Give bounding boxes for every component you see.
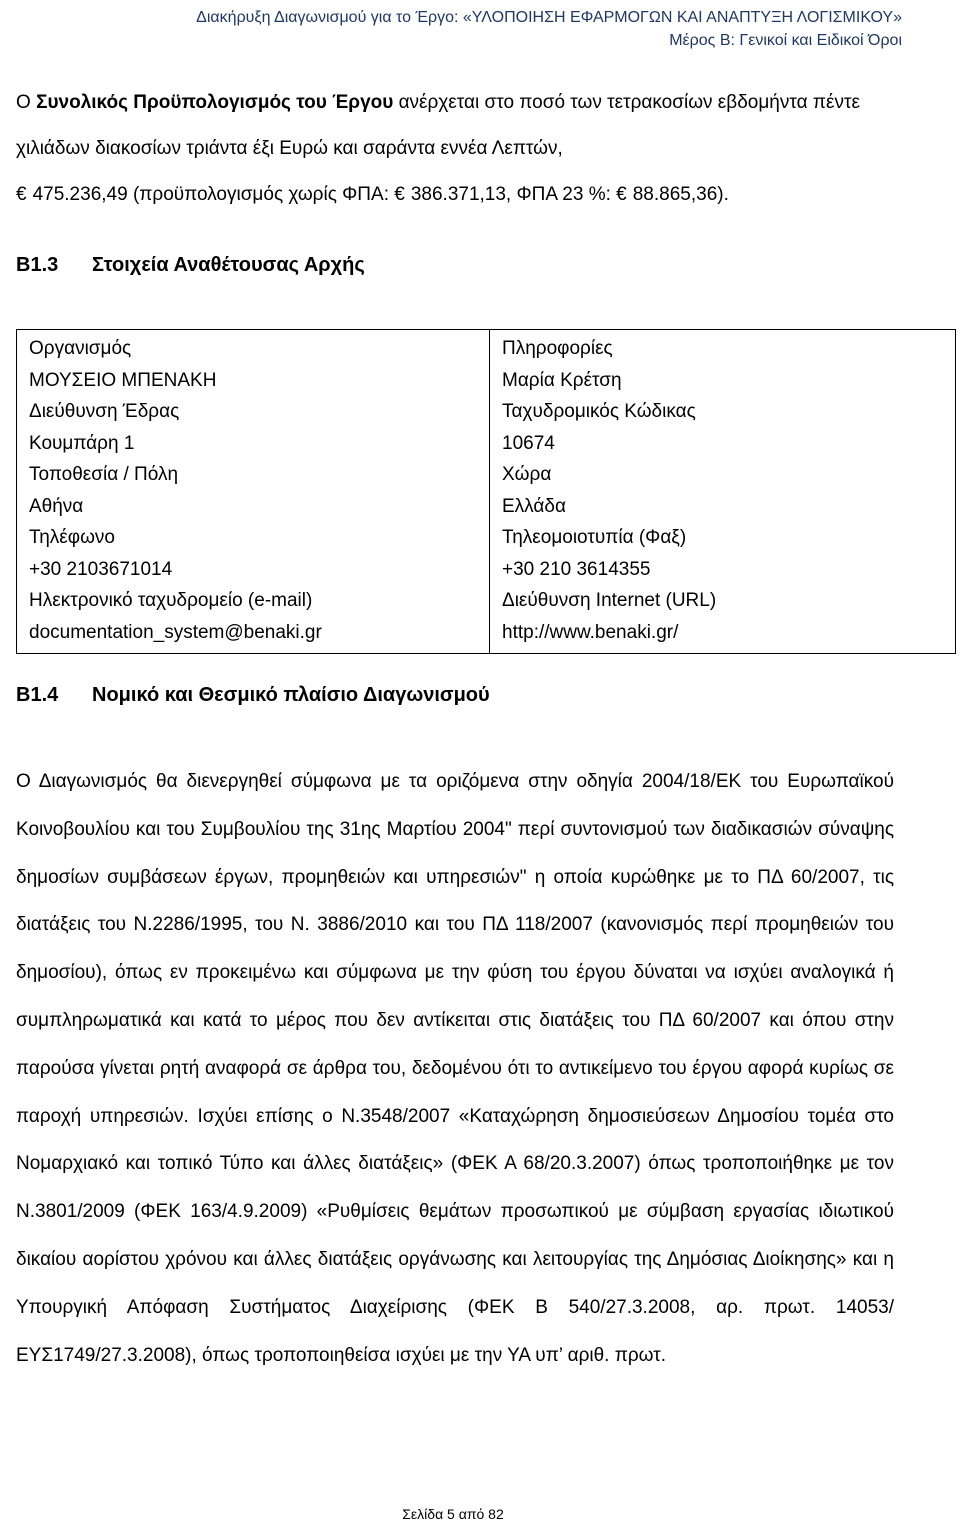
contact-right-column bbox=[490, 330, 956, 654]
value-fax: +30 210 3614355 bbox=[502, 558, 651, 580]
budget-total: 475.236,49 bbox=[32, 184, 128, 205]
budget-without-vat-label: (προϋπολογισμός χωρίς ΦΠΑ: bbox=[132, 184, 389, 205]
value-email: documentation_system@benaki.gr bbox=[29, 621, 322, 643]
header-subtitle: Μέρος Β: Γενικοί και Ειδικοί Όροι bbox=[669, 32, 902, 49]
label-address: Διεύθυνση Έδρας bbox=[29, 401, 180, 422]
budget-text: ανέρχεται στο ποσό των τετρακοσίων εβδομήντα πέντε χιλιάδων διακοσίων τριάντα έξι Ευρώ και σαράντα εννέα Λεπτών, bbox=[16, 92, 860, 159]
value-postal-code: 10674 bbox=[502, 432, 555, 454]
budget-prefix: Ο bbox=[16, 92, 37, 113]
label-country: Χώρα bbox=[502, 464, 552, 485]
section-number: Β1.3 bbox=[16, 254, 59, 276]
value-organization: ΜΟΥΣΕΙΟ ΜΠΕΝΑΚΗ bbox=[29, 369, 217, 391]
budget-bold-label: Συνολικός Προϋπολογισμός του Έργου bbox=[36, 92, 394, 113]
section-title: Στοιχεία Αναθέτουσας Αρχής bbox=[92, 254, 365, 276]
label-email: Ηλεκτρονικό ταχυδρομείο (e-mail) bbox=[29, 590, 313, 611]
euro-icon: € bbox=[616, 184, 627, 205]
label-url: Διεύθυνση Internet (URL) bbox=[502, 590, 717, 611]
value-address: Κουμπάρη 1 bbox=[29, 432, 135, 454]
contracting-authority-table bbox=[16, 329, 956, 654]
label-fax: Τηλεομοιοτυπία (Φαξ) bbox=[502, 527, 687, 548]
page-number: Σελίδα 5 από 82 bbox=[402, 1506, 504, 1522]
legal-framework-paragraph: Ο Διαγωνισμός θα διενεργηθεί σύμφωνα με τα οριζόμενα στην οδηγία 2004/18/ΕΚ του Ευρωπαϊκού Κοινοβουλίου και του Συμβουλίου της 31ης Μαρτίου 2004" περί συντονισμού των διαδικασιών σύναψης δημοσίων συμβάσεων έργων, προμηθειών και υπηρεσιών" η οποία κυρώθηκε με το ΠΔ 60/2007, τις διατάξεις του Ν.2286/1995, του Ν. 3886/2010 και του ΠΔ 118/2007 (κανονισμός περί προμηθειών του δημοσίου), όπως εν προκειμένω και σύμφωνα με την φύση του έργου δύναται να ισχύει αναλογικά ή συμπληρωματικά και κατά το μέρος που δεν αντίκειται στις διατάξεις του ΠΔ 60/2007 και όπου στην παρούσα γίνεται ρητή αναφορά σε άρθρα του, δεδομένου ότι το αντικείμενο του έργου αφορά κυρίως σε παροχή υπηρεσιών. Ισχύει επίσης ο Ν.3548/2007 «Καταχώρηση δημοσιεύσεων Δημοσίου τομέα στο Νομαρχιακό και τοπικό Τύπο και άλλες διατάξεις» (ΦΕΚ Α 68/20.3.2007) όπως τροποποιήθηκε με τον Ν.3801/2009 (ΦΕΚ 163/4.9.2009) «Ρυθμίσεις θεμάτων προσωπικού με σύμβαση εργασίας ιδιωτικού δικαίου αορίστου χρόνου και άλλες διατάξεις οργάνωσης και λειτουργίας της Δημόσιας Διοίκησης» και η Υπουργική Απόφαση Συστήματος Διαχείρισης (ΦΕΚ Β 540/27.3.2008, αρ. πρωτ. 14053/ΕΥΣ1749/27.3.2008), όπως τροποποιηθείσα ισχύει με την ΥΑ υπ’ αριθ. πρωτ. bbox=[16, 771, 894, 1366]
page-header bbox=[196, 6, 902, 52]
value-city: Αθήνα bbox=[29, 495, 84, 517]
label-phone: Τηλέφωνο bbox=[29, 527, 115, 548]
label-city: Τοποθεσία / Πόλη bbox=[29, 464, 179, 485]
header-title: Διακήρυξη Διαγωνισμού για το Έργο: «ΥΛΟΠΟΙΗΣΗ ΕΦΑΡΜΟΓΩΝ ΚΑΙ ΑΝΑΠΤΥΞΗ ΛΟΓΙΣΜΙΚΟΥ» bbox=[196, 9, 902, 26]
euro-icon: € bbox=[16, 184, 27, 205]
label-info: Πληροφορίες bbox=[502, 338, 613, 359]
budget-paragraph bbox=[16, 80, 894, 218]
budget-vat: 88.865,36). bbox=[632, 184, 729, 205]
value-country: Ελλάδα bbox=[502, 495, 566, 517]
section-title: Νομικό και Θεσμικό πλαίσιο Διαγωνισμού bbox=[92, 684, 490, 706]
budget-without-vat: 386.371,13, bbox=[410, 184, 512, 205]
section-heading-b14 bbox=[16, 684, 490, 707]
value-url: http://www.benaki.gr/ bbox=[502, 621, 679, 643]
euro-icon: € bbox=[394, 184, 405, 205]
value-phone: +30 2103671014 bbox=[29, 558, 173, 580]
contact-left-column bbox=[17, 330, 490, 654]
section-number: Β1.4 bbox=[16, 684, 59, 706]
budget-vat-label: ΦΠΑ 23 %: bbox=[516, 184, 611, 205]
label-organization: Οργανισμός bbox=[29, 338, 132, 359]
section-heading-b13 bbox=[16, 254, 365, 277]
value-info: Μαρία Κρέτση bbox=[502, 369, 622, 391]
label-postal-code: Ταχυδρομικός Κώδικας bbox=[502, 401, 696, 422]
